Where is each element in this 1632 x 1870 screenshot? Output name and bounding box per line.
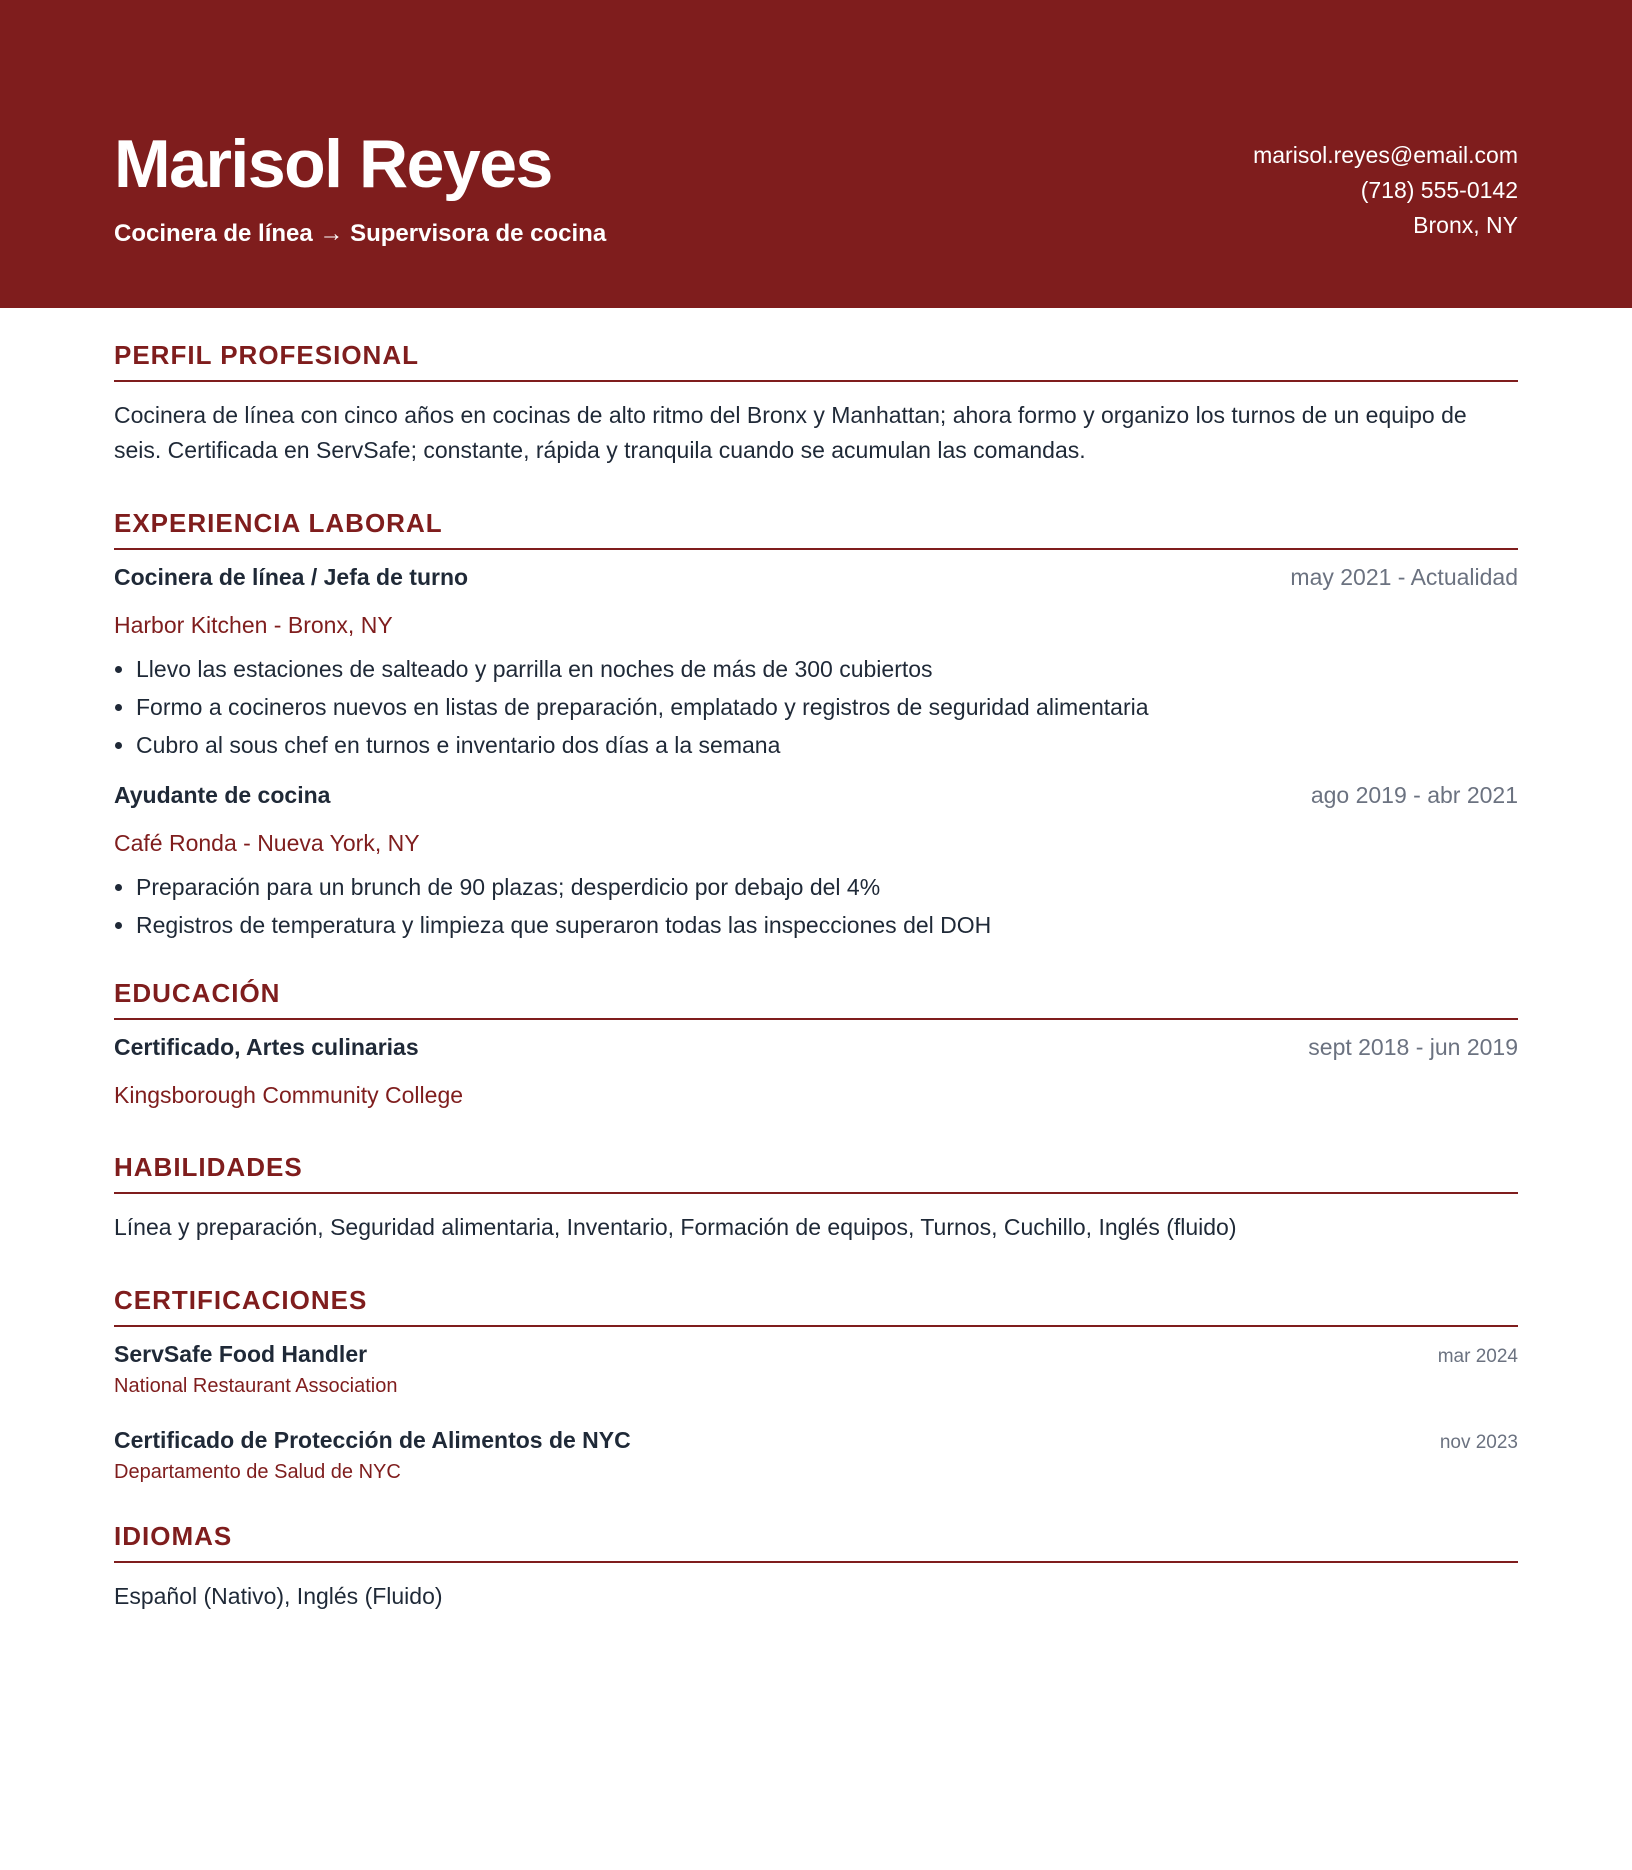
skills-text: Línea y preparación, Seguridad alimentaria, Inventario, Formación de equipos, Turnos, Cuchillo, Inglés (fluido) — [114, 1214, 1237, 1240]
certification-entry — [114, 1337, 1518, 1401]
contact-info — [1253, 138, 1518, 243]
job-title: Ayudante de cocina — [114, 782, 331, 808]
job-header — [114, 560, 1518, 594]
section-title: EXPERIENCIA LABORAL — [114, 502, 1518, 550]
job-company: Harbor Kitchen - Bronx, NY — [114, 612, 393, 638]
profile-section — [114, 334, 1518, 468]
languages-text: Español (Nativo), Inglés (Fluido) — [114, 1583, 443, 1609]
job-dates: ago 2019 - abr 2021 — [1310, 782, 1518, 808]
education-header — [114, 1030, 1518, 1064]
contact-phone[interactable]: (718) 555-0142 — [1360, 177, 1518, 203]
job-header — [114, 778, 1518, 812]
section-title: PERFIL PROFESIONAL — [114, 334, 1518, 382]
section-title: IDIOMAS — [114, 1515, 1518, 1563]
contact-email[interactable]: marisol.reyes@email.com — [1253, 142, 1518, 168]
certification-name: ServSafe Food Handler — [114, 1341, 368, 1367]
certification-header — [114, 1423, 1518, 1457]
job-dates: may 2021 - Actualidad — [1290, 564, 1518, 590]
certification-name: Certificado de Protección de Alimentos de NYC — [114, 1427, 631, 1453]
education-degree: Certificado, Artes culinarias — [114, 1034, 419, 1060]
candidate-headline: Cocinera de línea → Supervisora de cocina — [114, 220, 607, 247]
job-title: Cocinera de línea / Jefa de turno — [114, 564, 469, 590]
certification-issuer: Departamento de Salud de NYC — [114, 1461, 401, 1483]
certification-entry — [114, 1423, 1518, 1487]
job-company: Café Ronda - Nueva York, NY — [114, 830, 420, 856]
job-bullets — [114, 868, 1518, 944]
profile-text: Cocinera de línea con cinco años en cocinas de alto ritmo del Bronx y Manhattan; ahora formo y organizo los turnos de un equipo de seis. Certificada en ServSafe; constante, rápida y tranquila cuando se acumulan las comandas. — [114, 402, 1467, 463]
resume-body — [114, 334, 1518, 1648]
list-item: • Llevo las estaciones de salteado y parrilla en noches de más de 300 cubiertos — [136, 650, 1518, 688]
resume-header — [0, 0, 1632, 308]
section-title: HABILIDADES — [114, 1146, 1518, 1194]
list-item: • Formo a cocineros nuevos en listas de preparación, emplatado y registros de seguridad alimentaria — [136, 688, 1518, 726]
job-entry — [114, 560, 1518, 764]
list-item: • Registros de temperatura y limpieza que superaron todas las inspecciones del DOH — [136, 906, 1518, 944]
certifications-section — [114, 1279, 1518, 1487]
list-item: • Preparación para un brunch de 90 plazas; desperdicio por debajo del 4% — [136, 868, 1518, 906]
certification-header — [114, 1337, 1518, 1371]
certification-date: mar 2024 — [1437, 1346, 1518, 1367]
list-item: • Cubro al sous chef en turnos e inventario dos días a la semana — [136, 726, 1518, 764]
certification-date: nov 2023 — [1439, 1432, 1518, 1453]
contact-location: Bronx, NY — [1413, 212, 1518, 238]
languages-section — [114, 1515, 1518, 1614]
skills-section — [114, 1146, 1518, 1245]
certification-issuer: National Restaurant Association — [114, 1375, 398, 1397]
job-entry — [114, 778, 1518, 944]
experience-section — [114, 502, 1518, 944]
education-dates: sept 2018 - jun 2019 — [1308, 1034, 1518, 1060]
candidate-name: Marisol Reyes — [114, 126, 552, 202]
education-school: Kingsborough Community College — [114, 1082, 464, 1108]
education-section — [114, 972, 1518, 1112]
section-title: EDUCACIÓN — [114, 972, 1518, 1020]
job-bullets — [114, 650, 1518, 764]
section-title: CERTIFICACIONES — [114, 1279, 1518, 1327]
